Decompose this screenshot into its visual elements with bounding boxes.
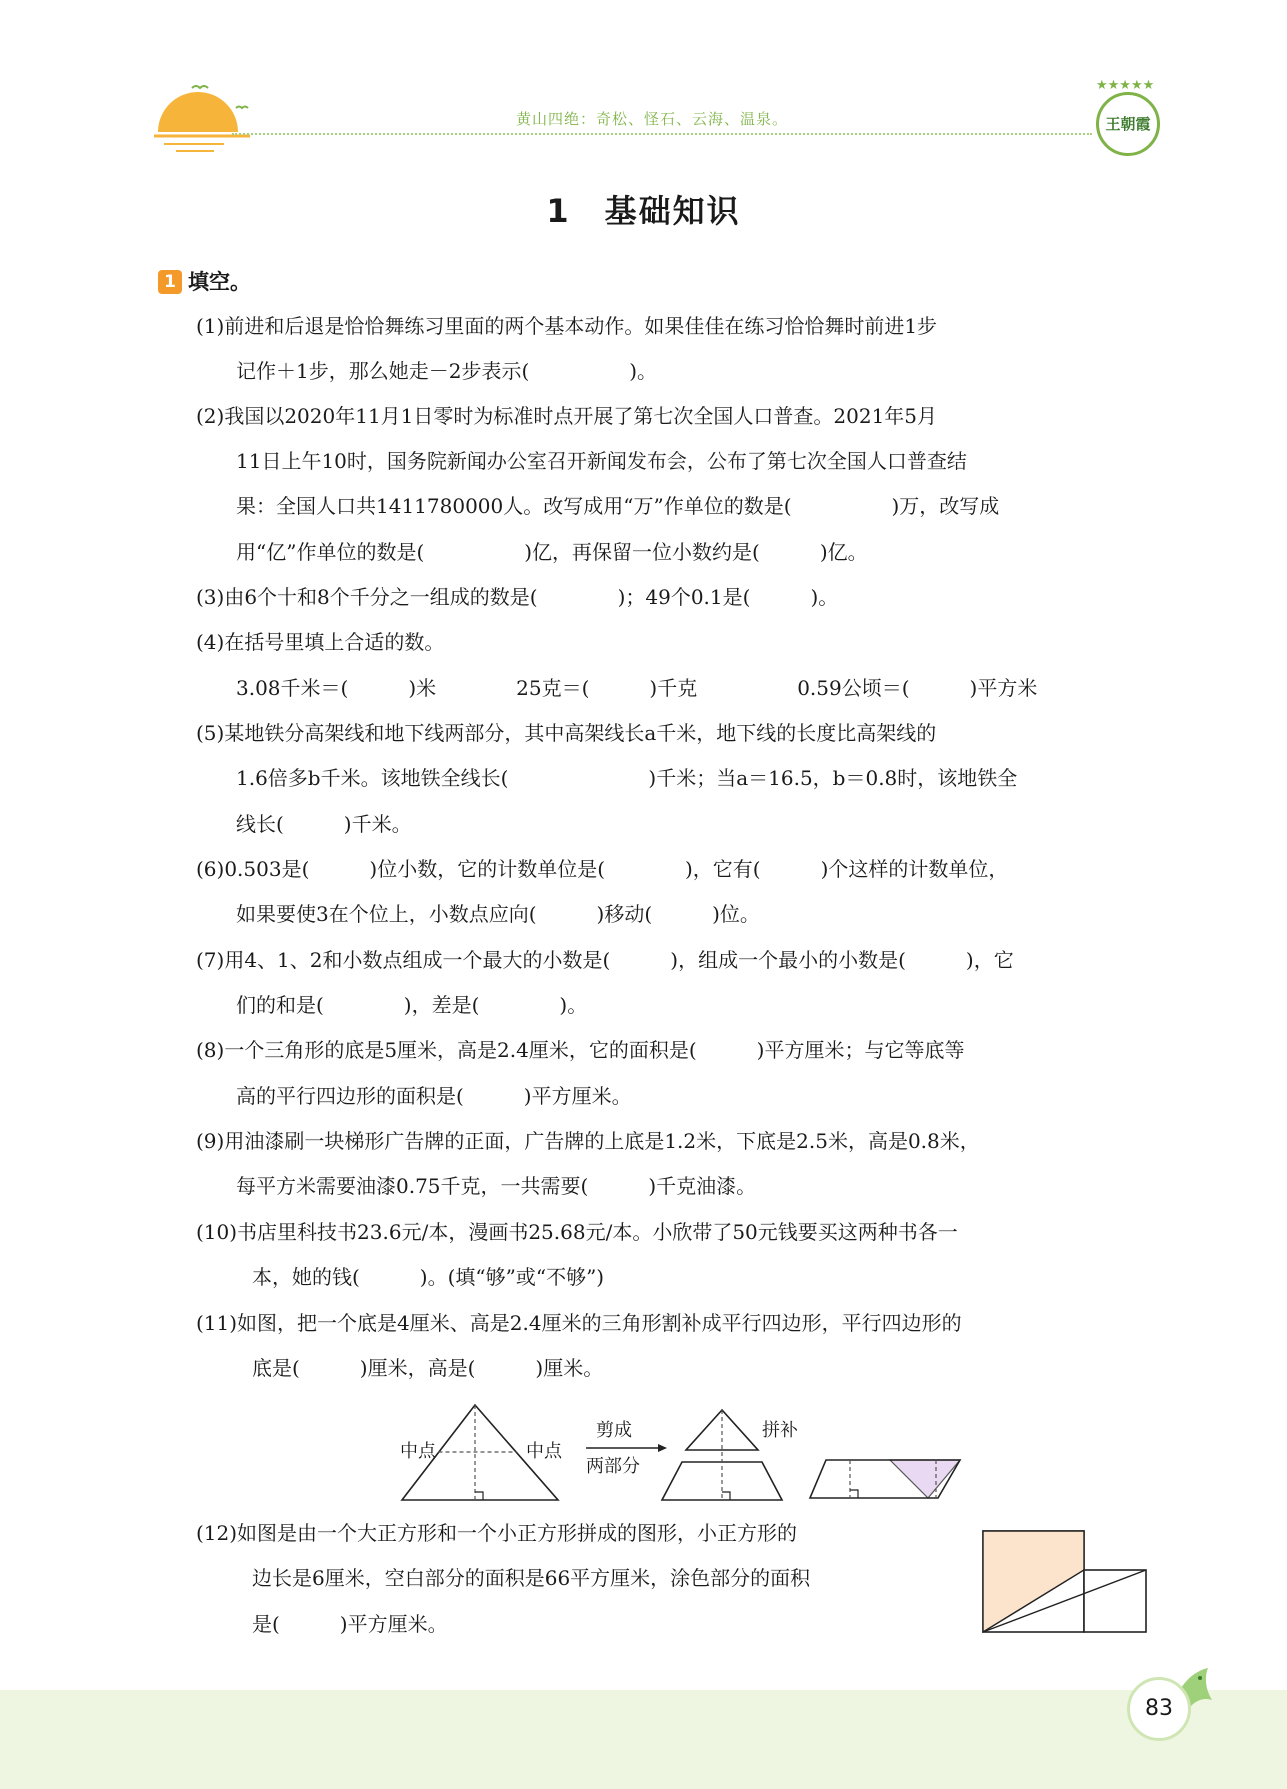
q8-line-1: (8)一个三角形的底是5厘米，高是2.4厘米，它的面积是( )平方厘米；与它等底等 — [196, 1038, 965, 1062]
footer-background — [0, 1690, 1287, 1789]
q12-figure — [980, 1528, 1150, 1636]
q4-line-2: 3.08千米＝( )米 25克＝( )千克 0.59公顷＝( )平方米 — [236, 676, 1038, 700]
q4-line-1: (4)在括号里填上合适的数。 — [196, 630, 445, 654]
q1-line-2: 记作＋1步，那么她走－2步表示( )。 — [236, 359, 658, 383]
q3-line-1: (3)由6个十和8个千分之一组成的数是( )；49个0.1是( )。 — [196, 585, 839, 609]
q11-line-2: 底是( )厘米，高是( )厘米。 — [252, 1356, 604, 1380]
q2-line-2: 11日上午10时，国务院新闻办公室召开新闻发布会，公布了第七次全国人口普查结 — [236, 449, 967, 473]
q7-line-2: 们的和是( )，差是( )。 — [236, 993, 588, 1017]
logo-text: 王朝霞 — [1105, 115, 1151, 133]
page-number: 83 — [1127, 1677, 1191, 1741]
arrow-bottom-label: 两部分 — [586, 1456, 640, 1477]
q12-line-2: 边长是6厘米，空白部分的面积是66平方厘米，涂色部分的面积 — [252, 1566, 811, 1590]
q12-line-3: 是( )平方厘米。 — [252, 1612, 448, 1636]
patch-label: 拼补 — [762, 1420, 798, 1441]
q2-line-4: 用“亿”作单位的数是( )亿，再保留一位小数约是( )亿。 — [236, 540, 868, 564]
section-heading — [158, 266, 251, 296]
q7-line-1: (7)用4、1、2和小数点组成一个最大的小数是( )，组成一个最小的小数是( )，它 — [196, 948, 1014, 972]
q8-line-2: 高的平行四边形的面积是( )平方厘米。 — [236, 1084, 632, 1108]
page-header — [0, 0, 1287, 170]
q5-line-2: 1.6倍多b千米。该地铁全线长( )千米；当a＝16.5，b＝0.8时，该地铁全 — [236, 766, 1018, 790]
q6-line-2: 如果要使3在个位上，小数点应向( )移动( )位。 — [236, 902, 760, 926]
q1-line-1: (1)前进和后退是恰恰舞练习里面的两个基本动作。如果佳佳在练习恰恰舞时前进1步 — [196, 314, 938, 338]
q11-figure — [390, 1400, 970, 1510]
para-right-angle — [850, 1490, 858, 1498]
right-angle-mark — [475, 1492, 483, 1500]
page-title: 1 基础知识 — [546, 192, 741, 230]
q12-line-1: (12)如图是由一个大正方形和一个小正方形拼成的图形，小正方形的 — [196, 1521, 798, 1545]
section-number-badge: 1 — [158, 270, 182, 294]
q11-line-1: (11)如图，把一个底是4厘米、高是2.4厘米的三角形割补成平行四边形，平行四边形的 — [196, 1311, 962, 1335]
q9-line-1: (9)用油漆刷一块梯形广告牌的正面，广告牌的上底是1.2米，下底是2.5米，高是0.8米， — [196, 1129, 980, 1153]
q10-line-2: 本，她的钱( )。(填“够”或“不够”) — [252, 1265, 605, 1289]
svg-text:★★★★★: ★★★★★ — [1096, 78, 1155, 92]
section-label: 填空。 — [188, 270, 251, 294]
header-divider — [232, 133, 1092, 135]
q9-line-2: 每平方米需要油漆0.75千克，一共需要( )千克油漆。 — [236, 1174, 757, 1198]
q5-line-1: (5)某地铁分高架线和地下线两部分，其中高架线长a千米，地下线的长度比高架线的 — [196, 721, 937, 745]
q2-line-1: (2)我国以2020年11月1日零时为标准时点开展了第七次全国人口普查。2021年5月 — [196, 404, 938, 428]
q6-line-1: (6)0.503是( )位小数，它的计数单位是( )，它有( )个这样的计数单位， — [196, 857, 1009, 881]
logo-badge — [1096, 92, 1160, 156]
sunset-icon — [150, 70, 260, 160]
midpoint-right-label: 中点 — [526, 1441, 562, 1462]
cut-arrowhead — [658, 1444, 667, 1452]
header-motto: 黄山四绝：奇松、怪石、云海、温泉。 — [516, 110, 789, 128]
q10-line-1: (10)书店里科技书23.6元/本，漫画书25.68元/本。小欣带了50元钱要买这两种书各一 — [196, 1220, 958, 1244]
brand-logo — [1090, 76, 1164, 160]
q2-line-3: 果：全国人口共1411780000人。改写成用“万”作单位的数是( )万，改写成 — [236, 494, 1000, 518]
star-icon — [1096, 76, 1158, 92]
midpoint-left-label: 中点 — [400, 1441, 436, 1462]
arrow-top-label: 剪成 — [596, 1420, 632, 1441]
top-piece — [686, 1410, 758, 1450]
piece-right-angle — [722, 1492, 730, 1500]
q5-line-3: 线长( )千米。 — [236, 812, 412, 836]
small-square — [1084, 1570, 1146, 1632]
